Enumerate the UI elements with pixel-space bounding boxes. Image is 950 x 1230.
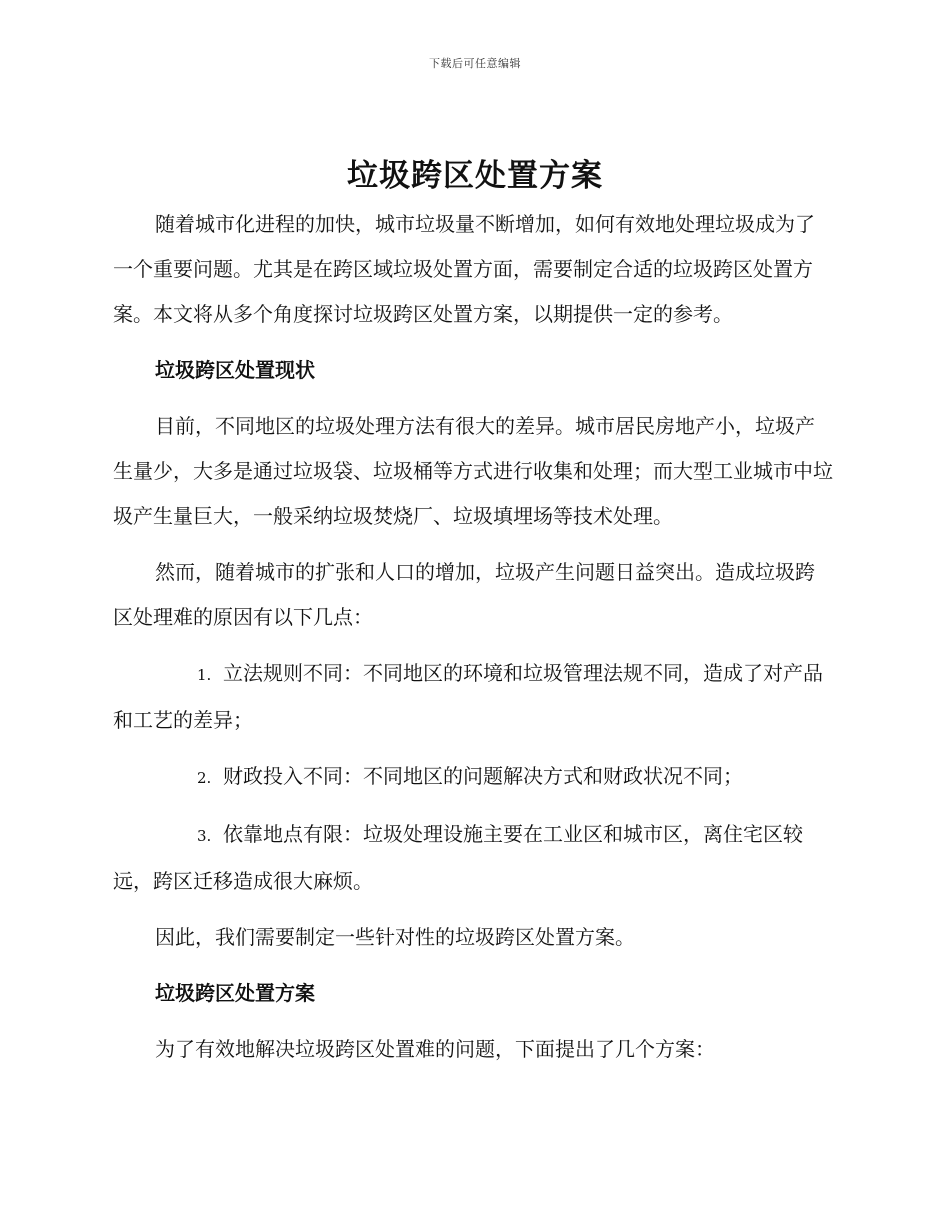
conclusion-paragraph: 因此，我们需要制定一些针对性的垃圾跨区处置方案。 [155, 925, 635, 949]
plan-paragraph-1: 为了有效地解决垃圾跨区处置难的问题，下面提出了几个方案： [155, 1037, 715, 1061]
section-heading-plan: 垃圾跨区处置方案 [155, 981, 315, 1005]
list-item [113, 812, 833, 904]
section-heading-status: 垃圾跨区处置现状 [155, 358, 315, 382]
list-number: 3. [197, 827, 212, 845]
list-item-text: 财政投入不同：不同地区的问题解决方式和财政状况不同； [223, 764, 743, 788]
status-paragraph-1: 目前，不同地区的垃圾处理方法有很大的差异。城市居民房地产小，垃圾产生量少，大多是通过垃圾袋、垃圾桶等方式进行收集和处理；而大型工业城市中垃圾产生量巨大，一般采纳垃圾焚烧厂、垃圾填埋场等技术处理。 [113, 414, 833, 528]
document-body [113, 202, 833, 1072]
list-item-text: 依靠地点有限：垃圾处理设施主要在工业区和城市区，离住宅区较远，跨区迁移造成很大麻烦。 [113, 822, 803, 893]
document-title: 垃圾跨区处置方案 [347, 158, 603, 194]
status-paragraph-2: 然而，随着城市的扩张和人口的增加，垃圾产生问题日益突出。造成垃圾跨区处理难的原因有以下几点： [113, 560, 815, 629]
list-item [113, 651, 833, 743]
header-note: 下载后可任意编辑 [429, 57, 521, 70]
list-number: 1. [197, 666, 212, 684]
intro-paragraph: 随着城市化进程的加快，城市垃圾量不断增加，如何有效地处理垃圾成为了一个重要问题。尤其是在跨区域垃圾处置方面，需要制定合适的垃圾跨区处置方案。本文将从多个角度探讨垃圾跨区处置方案，以期提供一定的参考。 [113, 212, 815, 326]
list-number: 2. [197, 769, 212, 787]
list-item [113, 754, 833, 801]
list-item-text: 立法规则不同：不同地区的环境和垃圾管理法规不同，造成了对产品和工艺的差异； [113, 661, 823, 732]
